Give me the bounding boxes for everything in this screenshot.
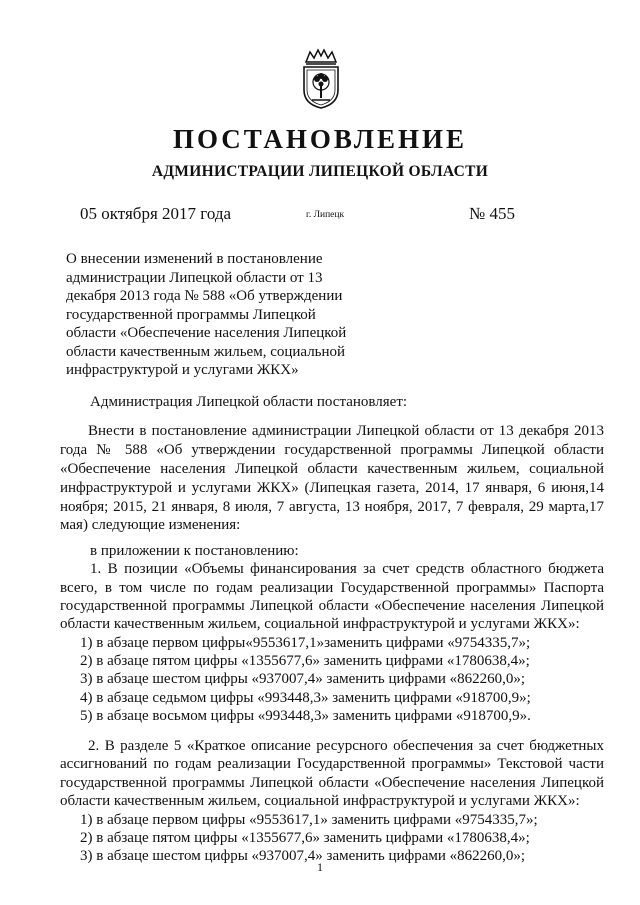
- page-number: 1: [317, 860, 323, 874]
- subject-line: области качественным жильем, социальной: [66, 343, 346, 360]
- item1-line: всего, в том числе по годам реализации Государственной программы» Паспорта: [60, 580, 604, 596]
- item2-subitem: 3) в абзаце шестом цифры «937007,4» заменить цифрами «862260,0»;: [80, 848, 526, 864]
- main-para-line: мая) следующие изменения:: [60, 517, 241, 533]
- item1-line: государственной программы Липецкой области «Обеспечение населения Липецкой: [60, 598, 604, 614]
- subject-line: администрации Липецкой области от 13: [66, 269, 323, 286]
- subject-line: О внесении изменений в постановление: [66, 251, 323, 267]
- item1-subitem: 2) в абзаце пятом цифры «1355677,6» заменить цифрами «1780638,4»;: [80, 653, 530, 669]
- main-para-line: Внести в постановление администрации Липецкой области от 13 декабря 2013: [88, 423, 604, 439]
- document-number: № 455: [469, 204, 515, 223]
- document-city: г. Липецк: [306, 210, 345, 220]
- main-para-line: инфраструктурой и услугами ЖКХ» (Липецкая газета, 2014, 17 января, 6 июня,14: [60, 480, 604, 496]
- main-para-line: «Обеспечение населения Липецкой области качественным жильем, социальной: [60, 461, 604, 477]
- subject-line: инфраструктурой и услугами ЖКХ»: [66, 362, 299, 378]
- document-date: 05 октября 2017 года: [80, 204, 232, 223]
- main-para-line: ноября; 2015, 21 января, 8 июля, 7 августа, 13 ноября, 2017, 7 февраля, 29 марта,17: [60, 499, 604, 515]
- item1-line: области качественным жильем, социальной инфраструктурой и услугами ЖКХ»:: [60, 616, 580, 632]
- item2-line: ассигнований по годам реализации Государственной программы» Текстовой части: [60, 756, 604, 772]
- subject-line: декабря 2013 года № 588 «Об утверждении: [66, 288, 343, 304]
- item1-subitem: 5) в абзаце восьмом цифры «993448,3» заменить цифрами «918700,9».: [80, 708, 531, 724]
- intro-line: Администрация Липецкой области постановляет:: [90, 394, 408, 410]
- item1-line: 1. В позиции «Объемы финансирования за счет средств областного бюджета: [90, 561, 604, 577]
- item1-subitem: 1) в абзаце первом цифры«9553617,1»заменить цифрами «9754335,7»;: [80, 635, 531, 651]
- item1-subitem: 4) в абзаце седьмом цифры «993448,3» заменить цифрами «918700,9»;: [80, 690, 531, 706]
- item2-line: государственной программы Липецкой области «Обеспечение населения Липецкой: [60, 775, 604, 791]
- document-subject: [66, 250, 366, 380]
- document-subtitle: АДМИНИСТРАЦИИ ЛИПЕЦКОЙ ОБЛАСТИ: [151, 163, 489, 180]
- main-para-line: года № 588 «Об утверждении государственной программы Липецкой области: [60, 442, 604, 458]
- document-title: ПОСТАНОВЛЕНИЕ: [172, 124, 468, 154]
- subject-line: области «Обеспечение населения Липецкой: [66, 325, 347, 341]
- coat-of-arms-icon: [298, 48, 344, 110]
- appendix-intro: в приложении к постановлению:: [90, 543, 299, 559]
- item2-subitem: 1) в абзаце первом цифры «9553617,1» заменить цифрами «9754335,7»;: [80, 812, 538, 828]
- item2-subitem: 2) в абзаце пятом цифры «1355677,6» заменить цифрами «1780638,4»;: [80, 830, 530, 846]
- item2-line: области качественным жильем, социальной инфраструктурой и услугами ЖКХ»:: [60, 793, 580, 809]
- item1-subitem: 3) в абзаце шестом цифры «937007,4» заменить цифрами «862260,0»;: [80, 671, 526, 687]
- subject-line: государственной программы Липецкой: [66, 306, 316, 323]
- item2-line: 2. В разделе 5 «Краткое описание ресурсного обеспечения за счет бюджетных: [88, 738, 604, 754]
